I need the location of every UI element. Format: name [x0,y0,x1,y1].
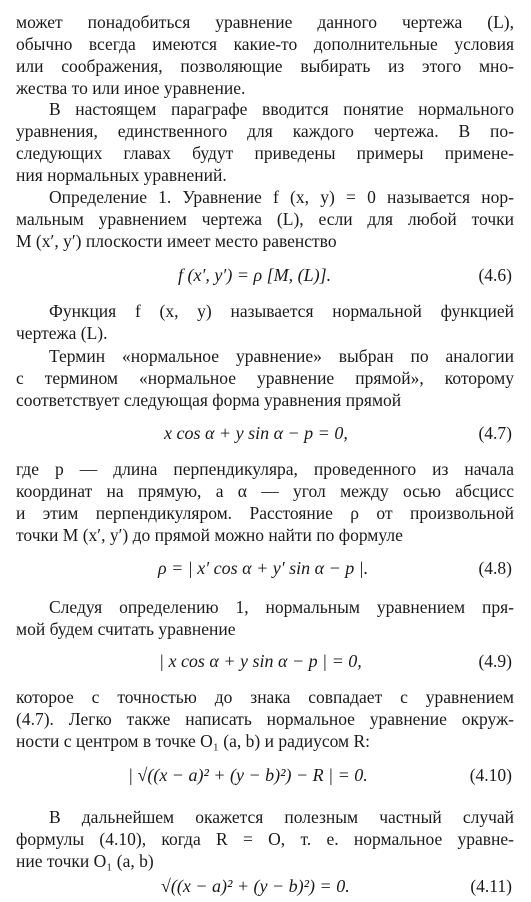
text-line: уравнения, единственного для каждого чертежа. В по- [16,121,514,141]
text-line: формулы (4.10), когда R = O, т. е. нормальное уравне- [16,829,514,849]
equation-4-9 [16,651,514,677]
text-line: чертежа (L). [16,323,108,343]
equation-formula: f (x′, y′) = ρ [M, (L)]. [178,265,332,285]
text-line: или соображения, позволяющие выбирать из этого мно- [16,56,514,76]
equation-formula: ρ = | x′ cos α + y′ sin α − p |. [158,558,369,578]
text-line: (4.7). Легко также написать нормальное уравнение окруж- [16,709,514,729]
equation-4-11 [16,876,514,902]
text-line: ности с центром в точке O₁ (a, b) и радиусом R: [16,731,371,751]
equation-number: (4.6) [478,265,512,285]
equation-formula: √((x − a)² + (y − b)²) = 0. [161,876,350,896]
text-line: и этим перпендикуляром. Расстояние ρ от произвольной [16,503,514,523]
equation-number: (4.8) [478,558,512,578]
text-line: мой будем считать уравнение [16,619,236,639]
text-line: соответствует следующая форма уравнения прямой [16,390,402,410]
text-line: может понадобиться уравнение данного чертежа (L), [16,12,514,32]
equation-number: (4.10) [469,765,512,785]
text-line: Термин «нормальное уравнение» выбран по аналогии [49,346,514,366]
equation-formula: | x cos α + y sin α − p | = 0, [159,651,362,671]
text-line: координат на прямую, a α — угол между осью абсцисс [16,481,514,501]
text-line: ния нормальных уравнений. [16,165,227,185]
equation-4-10 [16,765,514,791]
equation-4-6 [16,265,514,291]
text-line: мальным уравнением чертежа (L), если для любой точки [16,209,514,229]
text-line: В настоящем параграфе вводится понятие нормального [49,99,514,119]
text-line: M (x′, y′) плоскости имеет место равенство [16,231,337,251]
equation-4-8 [16,558,514,584]
text-line: жества то или иное уравнение. [16,78,246,98]
equation-number: (4.9) [478,651,512,671]
equation-formula: x cos α + y sin α − p = 0, [164,423,348,443]
text-line: где p — длина перпендикуляра, проведенного из начала [16,459,514,479]
text-line: которое с точностью до знака совпадает с уравнением [16,687,514,707]
text-line: обычно всегда имеются какие-то дополнительные условия [16,34,514,54]
equation-formula: | √((x − a)² + (y − b)²) − R | = 0. [128,765,368,785]
equation-number: (4.11) [470,876,512,896]
equation-number: (4.7) [478,423,512,443]
text-line: ние точки O₁ (a, b) [16,851,154,871]
text-line: В дальнейшем окажется полезным частный случай [49,807,514,827]
text-line: Функция f (x, y) называется нормальной функцией [49,301,514,321]
equation-4-7 [16,423,514,449]
text-line: Определение 1. Уравнение f (x, y) = 0 называется нор- [49,187,514,207]
text-line: Следуя определению 1, нормальным уравнением пря- [49,597,514,617]
text-line: точки M (x′, y′) до прямой можно найти по формуле [16,525,403,545]
text-line: с термином «нормальное уравнение прямой», которому [16,368,514,388]
text-line: следующих главах будут приведены примеры примене- [16,143,514,163]
